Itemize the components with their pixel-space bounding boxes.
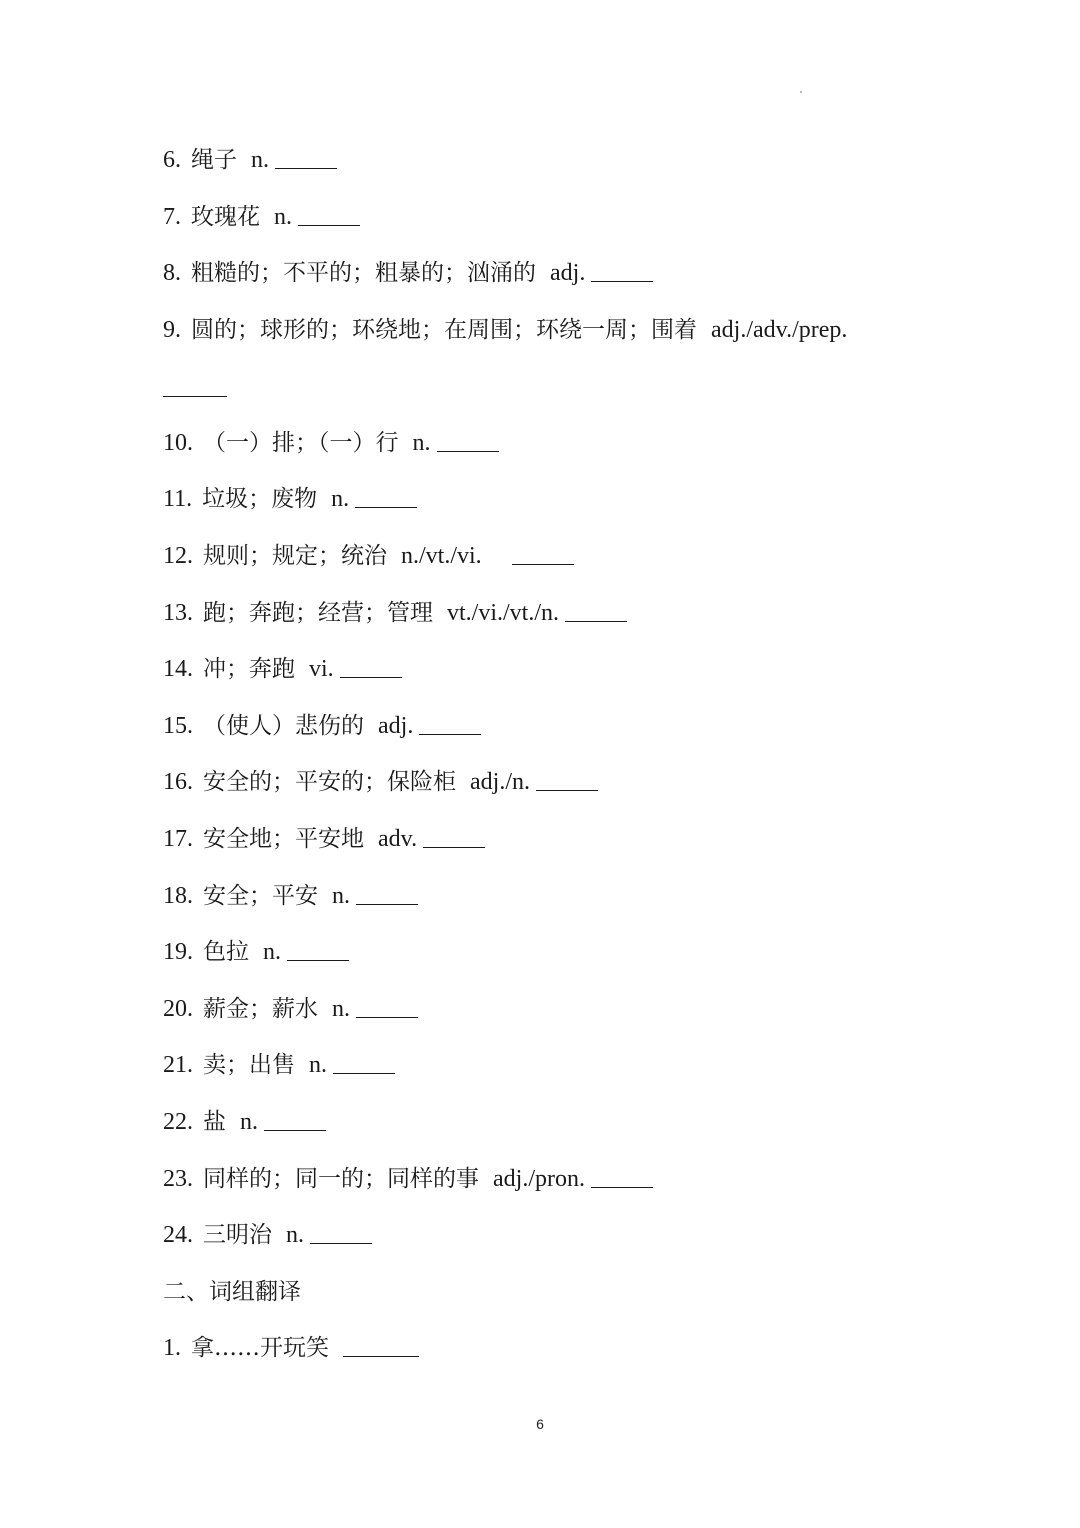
item-number: 16. <box>163 769 193 796</box>
vocab-item-16 <box>163 762 943 819</box>
item-chinese: 薪金；薪水 <box>203 995 318 1022</box>
vocab-item-13 <box>163 593 943 650</box>
answer-blank[interactable] <box>298 203 360 226</box>
answer-blank[interactable] <box>356 995 418 1018</box>
item-pos: n. <box>240 1108 258 1135</box>
answer-blank[interactable] <box>536 768 598 791</box>
item-number: 24. <box>163 1222 193 1249</box>
item-pos: n. <box>274 203 292 230</box>
vocab-item-10 <box>163 423 943 480</box>
item-pos: vi. <box>309 656 334 683</box>
item-number: 14. <box>163 656 193 683</box>
item-pos: adj. <box>550 260 586 287</box>
page-number: 6 <box>536 1416 544 1432</box>
vocab-item-11 <box>163 479 943 536</box>
vocab-item-18 <box>163 876 943 933</box>
item-chinese: 安全地；平安地 <box>203 825 364 852</box>
vocabulary-list <box>163 140 943 1385</box>
vocab-item-20 <box>163 989 943 1046</box>
answer-blank[interactable] <box>340 655 402 678</box>
answer-blank[interactable] <box>565 599 627 622</box>
item-number: 7. <box>163 203 181 230</box>
answer-blank[interactable] <box>264 1108 326 1131</box>
item-number: 21. <box>163 1052 193 1079</box>
item-chinese: 粗糙的；不平的；粗暴的；汹涌的 <box>191 260 536 287</box>
vocab-item-8 <box>163 253 943 310</box>
item-chinese: 三明治 <box>203 1222 272 1249</box>
item-number: 11. <box>163 486 193 513</box>
item-pos: vt./vi./vt./n. <box>447 599 560 626</box>
item-pos: n. <box>251 147 269 173</box>
item-chinese: 色拉 <box>203 939 249 966</box>
vocab-item-12 <box>163 536 943 593</box>
item-pos: n. <box>412 429 431 456</box>
vocab-item-7 <box>163 197 943 254</box>
item-chinese: 绳子 <box>191 147 237 173</box>
item-pos: n. <box>332 882 350 909</box>
item-chinese: 安全；平安 <box>203 882 318 909</box>
answer-blank[interactable] <box>333 1051 395 1074</box>
answer-blank[interactable] <box>423 825 485 848</box>
vocab-item-6 <box>163 140 943 197</box>
item-pos: n. <box>309 1052 327 1079</box>
item-pos: adj./n. <box>470 769 530 796</box>
answer-blank[interactable] <box>591 259 653 282</box>
item-chinese: 跑；奔跑；经营；管理 <box>203 599 433 626</box>
item-pos: n. <box>331 486 350 513</box>
scan-dot <box>800 91 802 93</box>
item-number: 17. <box>163 825 193 852</box>
vocab-item-15 <box>163 706 943 763</box>
item-chinese: 圆的；球形的；环绕地；在周围；环绕一周；围着 <box>191 316 697 343</box>
item-chinese: 卖；出售 <box>203 1052 295 1079</box>
answer-blank[interactable] <box>591 1165 653 1188</box>
answer-blank[interactable] <box>419 712 481 735</box>
answer-blank[interactable] <box>355 485 417 508</box>
answer-blank[interactable] <box>287 938 349 961</box>
phrase-item-1 <box>163 1328 943 1385</box>
item-pos: n. <box>286 1222 304 1249</box>
item-pos: adj./adv./prep. <box>711 316 848 343</box>
answer-blank[interactable] <box>356 882 418 905</box>
item-number: 6. <box>163 147 181 173</box>
vocab-item-9 <box>163 310 943 423</box>
item-number: 19. <box>163 939 193 966</box>
item-chinese: 冲；奔跑 <box>203 656 295 683</box>
vocab-item-14 <box>163 649 943 706</box>
item-chinese: 安全的；平安的；保险柜 <box>203 769 456 796</box>
answer-blank[interactable] <box>512 542 574 565</box>
item-number: 18. <box>163 882 193 909</box>
vocab-item-24 <box>163 1215 943 1272</box>
item-chinese: 拿……开玩笑 <box>191 1335 329 1362</box>
answer-blank[interactable] <box>163 364 227 397</box>
answer-blank[interactable] <box>310 1221 372 1244</box>
item-pos: adj./pron. <box>493 1165 585 1192</box>
item-number: 13. <box>163 599 193 626</box>
item-pos: n. <box>332 995 350 1022</box>
vocab-item-21 <box>163 1045 943 1102</box>
item-number: 9. <box>163 316 181 343</box>
vocab-item-17 <box>163 819 943 876</box>
item-chinese: 规则；规定；统治 <box>203 542 387 569</box>
item-number: 22. <box>163 1108 193 1135</box>
answer-blank[interactable] <box>343 1334 419 1357</box>
item-number: 1. <box>163 1335 181 1362</box>
item-number: 23. <box>163 1165 193 1192</box>
item-chinese: 盐 <box>203 1108 226 1135</box>
answer-blank[interactable] <box>437 429 499 452</box>
item-chinese: 垃圾；废物 <box>202 486 318 513</box>
section-heading-phrase-translation: 二、词组翻译 <box>163 1278 301 1305</box>
item-chinese: 同样的；同一的；同样的事 <box>203 1165 479 1192</box>
item-pos: n./vt./vi. <box>401 542 482 569</box>
item-number: 15. <box>163 712 193 739</box>
item-chinese: （一）排；（一）行 <box>203 429 399 456</box>
vocab-item-19 <box>163 932 943 989</box>
item-number: 20. <box>163 995 193 1022</box>
item-number: 12. <box>163 542 193 569</box>
item-pos: adj. <box>378 712 414 739</box>
item-number: 8. <box>163 260 181 287</box>
item-number: 10. <box>163 429 193 456</box>
item-chinese: 玫瑰花 <box>191 203 260 230</box>
vocab-item-22 <box>163 1102 943 1159</box>
vocab-item-23 <box>163 1159 943 1216</box>
item-pos: n. <box>263 939 281 966</box>
answer-blank[interactable] <box>275 146 337 169</box>
item-pos: adv. <box>378 825 418 852</box>
item-chinese: （使人）悲伤的 <box>203 712 364 739</box>
